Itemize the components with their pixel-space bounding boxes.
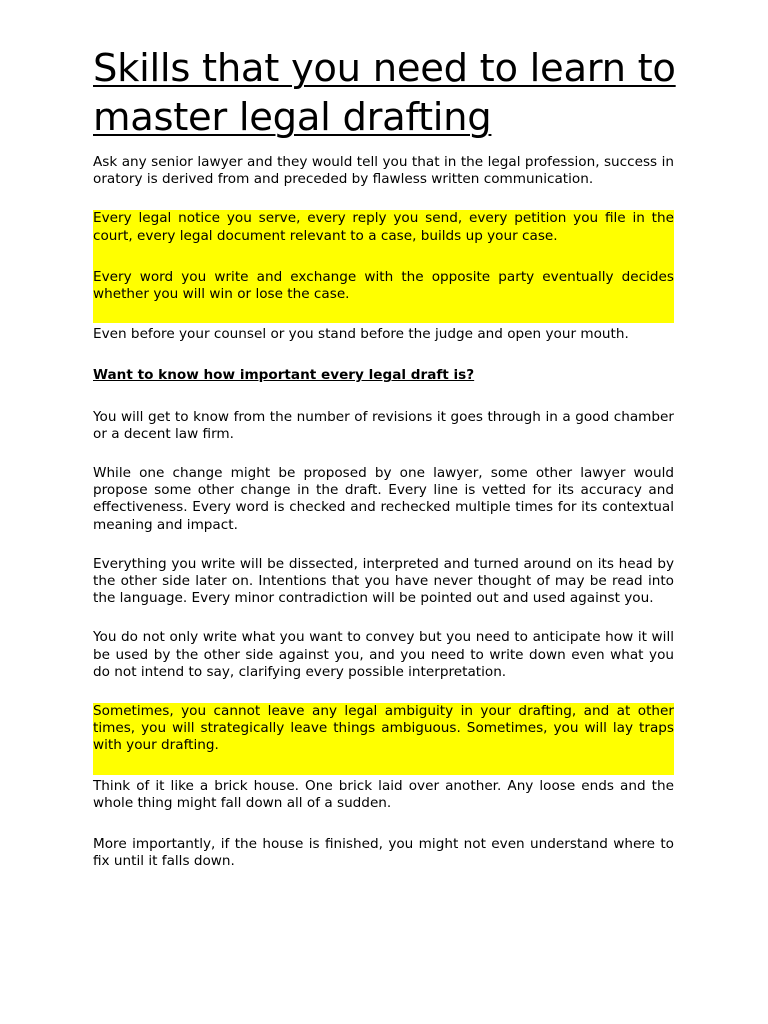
paragraph-brick-house: Think of it like a brick house. One brick laid over another. Any loose ends and the whole thing might fall down all of a sudden. [93,777,674,811]
highlighted-block-2 [93,703,674,775]
paragraph-intro: Ask any senior lawyer and they would tell you that in the legal profession, success in oratory is derived from and preceded by flawless written communication. [93,154,674,188]
paragraph-before-judge: Even before your counsel or you stand before the judge and open your mouth. [93,326,629,343]
paragraph-every-word: Every word you write and exchange with the opposite party eventually decides whether you will win or lose the case. [93,268,674,303]
highlighted-block-1 [93,210,674,323]
document-title: Skills that you need to learn to master legal drafting [93,46,676,140]
paragraph-anticipate: You do not only write what you want to convey but you need to anticipate how it will be used by the other side against you, and you need to write down even what you do not intend to say, clarifying every possible interpretation. [93,629,674,680]
paragraph-revisions: You will get to know from the number of revisions it goes through in a good chamber or a decent law firm. [93,408,674,442]
subheading-importance: Want to know how important every legal draft is? [93,367,475,384]
paragraph-change: While one change might be proposed by one lawyer, some other lawyer would propose some other change in the draft. Every line is vetted for its accuracy and effectiveness. Every word is checked and rechecked multiple times for its contextual meaning and impact. [93,465,674,533]
paragraph-dissected: Everything you write will be dissected, interpreted and turned around on its head by the other side later on. Intentions that you have never thought of may be read into the language. Every minor contradiction will be pointed out and used against you. [93,555,674,607]
paragraph-ambiguity: Sometimes, you cannot leave any legal ambiguity in your drafting, and at other times, you will strategically leave things ambiguous. Sometimes, you will lay traps with your drafting. [93,703,674,754]
paragraph-legal-notice: Every legal notice you serve, every reply you send, every petition you file in the court, every legal document relevant to a case, builds up your case. [93,210,674,244]
document-body [93,44,674,870]
paragraph-house-finished: More importantly, if the house is finished, you might not even understand where to fix until it falls down. [93,836,674,870]
